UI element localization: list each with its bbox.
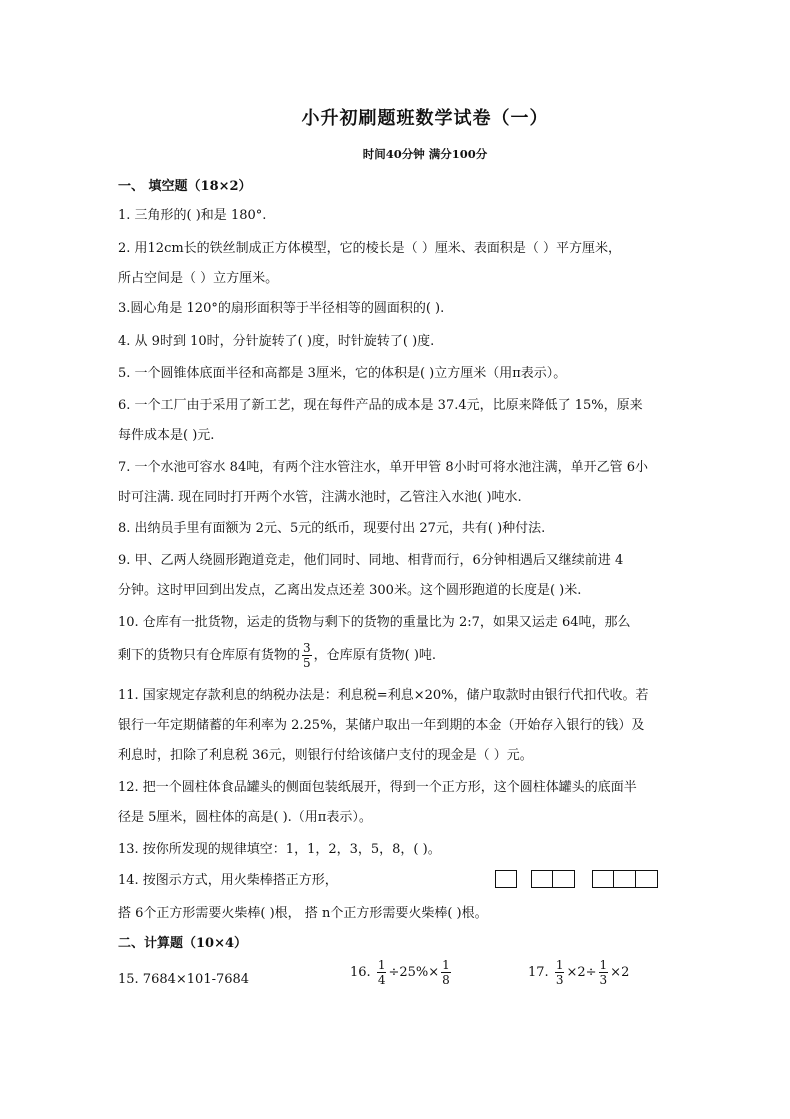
calc-17-tail: ×2 <box>610 965 630 980</box>
question-9-line-2: 分钟。这时甲回到出发点，乙离出发点还差 300米。这个圆形跑道的长度是( )米. <box>118 583 582 598</box>
calc-question-16 <box>350 958 453 987</box>
question-7-line-2: 时可注满. 现在同时打开两个水管，注满水池时，乙管注入水池( )吨水. <box>118 490 522 505</box>
calc-16-operators: ÷25%× <box>388 965 440 980</box>
question-12-line-2: 径是 5厘米，圆柱体的高是( ).（用π表示）。 <box>118 810 372 825</box>
fraction-numerator: 3 <box>303 641 311 655</box>
matchstick-three-squares <box>592 870 658 890</box>
fraction-denominator: 8 <box>442 973 450 987</box>
question-3: 3.圆心角是 120°的扇形面积等于半径相等的圆面积的( ). <box>118 301 445 316</box>
question-11-line-2: 银行一年定期储蓄的年利率为 2.25%，某储户取出一年到期的本金（开始存入银行的钱）及 <box>118 718 645 733</box>
matchstick-square <box>614 870 636 888</box>
fraction-denominator: 3 <box>555 973 564 987</box>
question-4: 4. 从 9时到 10时，分针旋转了( )度，时针旋转了( )度. <box>118 334 435 349</box>
question-7-line-1: 7. 一个水池可容水 84吨，有两个注水管注水，单开甲管 8小时可将水池注满，单开乙管 6小 <box>118 460 649 475</box>
matchstick-square <box>495 870 517 888</box>
fraction-one-quarter <box>377 958 387 987</box>
fraction-denominator: 5 <box>303 656 311 670</box>
matchstick-one-square <box>495 870 517 890</box>
exam-time-and-score: 时间40分钟 满分100分 <box>362 147 488 161</box>
question-6-line-2: 每件成本是( )元. <box>118 428 215 443</box>
matchstick-square <box>553 870 575 888</box>
fraction-numerator: 1 <box>442 958 450 972</box>
question-10-text-before-fraction: 剩下的货物只有仓库原有货物的 <box>118 648 301 663</box>
matchstick-square <box>636 870 658 888</box>
matchstick-two-squares <box>531 870 575 890</box>
question-10-text-after-fraction: ，仓库原有货物( )吨. <box>313 648 437 663</box>
calc-17-label: 17. <box>528 965 549 980</box>
matchstick-square <box>531 870 553 888</box>
fraction-one-third <box>555 958 565 987</box>
calc-question-15: 15. 7684×101-7684 <box>118 972 250 987</box>
question-1: 1. 三角形的( )和是 180°. <box>118 208 267 223</box>
question-9-line-1: 9. 甲、乙两人绕圆形跑道竞走，他们同时、同地、相背而行，6分钟相遇后又继续前进 4 <box>118 553 624 568</box>
question-13: 13. 按你所发现的规律填空：1，1，2，3，5，8，( )。 <box>118 842 441 857</box>
matchstick-square <box>592 870 614 888</box>
fraction-numerator: 1 <box>599 958 608 972</box>
fraction-three-fifths <box>302 641 312 670</box>
question-12-line-1: 12. 把一个圆柱体食品罐头的侧面包装纸展开，得到一个正方形，这个圆柱体罐头的底面半 <box>118 780 637 795</box>
question-14-line-2: 搭 6个正方形需要火柴棒( )根， 搭 n个正方形需要火柴棒( )根。 <box>118 906 488 921</box>
question-2-line-2: 所占空间是（ ）立方厘米。 <box>118 271 279 286</box>
question-5: 5. 一个圆锥体底面半径和高都是 3厘米，它的体积是( )立方厘米（用π表示）。 <box>118 366 567 381</box>
question-2-line-1: 2. 用12cm长的铁丝制成正方体模型，它的棱长是（ ）厘米、表面积是（ ）平方厘米， <box>118 241 621 256</box>
fraction-numerator: 1 <box>555 958 564 972</box>
question-11-line-3: 利息时，扣除了利息税 36元，则银行付给该储户支付的现金是（ ）元。 <box>118 748 533 763</box>
fraction-one-third <box>599 958 609 987</box>
question-11-line-1: 11. 国家规定存款利息的纳税办法是：利息税=利息×20%，储户取款时由银行代扣代收。若 <box>118 688 649 703</box>
fraction-numerator: 1 <box>377 958 386 972</box>
calc-question-17 <box>528 958 629 987</box>
question-14-line-1: 14. 按图示方式，用火柴棒搭正方形， <box>118 873 338 888</box>
question-10-line-2 <box>118 640 678 672</box>
calc-17-operators: ×2÷ <box>566 965 597 980</box>
section-heading-fill-in: 一、 填空题（18×2） <box>118 179 252 194</box>
fraction-denominator: 4 <box>377 973 386 987</box>
question-10-line-1: 10. 仓库有一批货物，运走的货物与剩下的货物的重量比为 2:7，如果又运走 64吨，那么 <box>118 615 631 630</box>
fraction-one-eighth <box>441 958 451 987</box>
section-heading-calculation: 二、计算题（10×4） <box>118 936 248 951</box>
fraction-denominator: 3 <box>599 973 608 987</box>
calc-16-label: 16. <box>350 965 371 980</box>
question-6-line-1: 6. 一个工厂由于采用了新工艺，现在每件产品的成本是 37.4元，比原来降低了 15%，原来 <box>118 398 643 413</box>
page-title: 小升初刷题班数学试卷（一） <box>301 108 549 129</box>
question-8: 8. 出纳员手里有面额为 2元、5元的纸币，现要付出 27元，共有( )种付法. <box>118 521 546 536</box>
